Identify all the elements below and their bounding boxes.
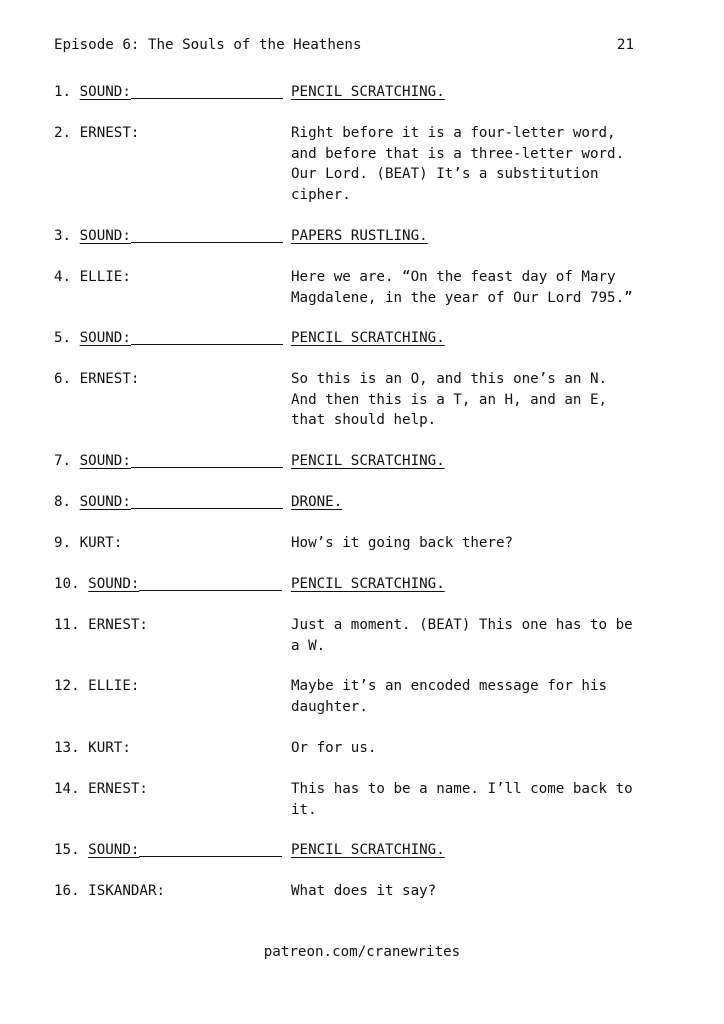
speaker-name: SOUND:	[88, 842, 140, 858]
line-speaker	[54, 226, 283, 247]
line-number: 2.	[54, 125, 72, 141]
line-number: 1.	[54, 84, 72, 100]
line-number: 7.	[54, 453, 72, 469]
line-number: 8.	[54, 494, 72, 510]
line-speaker	[54, 779, 148, 800]
line-number: 12.	[54, 678, 80, 694]
line-number: 9.	[54, 535, 72, 551]
speaker-name: ISKANDAR:	[88, 883, 166, 899]
line-speaker	[54, 451, 283, 472]
line-number: 6.	[54, 371, 72, 387]
line-number: 5.	[54, 330, 72, 346]
underline-rule	[131, 82, 283, 99]
speaker-name: SOUND:	[88, 576, 140, 592]
underline-rule	[131, 451, 283, 468]
sound-cue: DRONE.	[291, 494, 343, 510]
line-speaker	[54, 615, 148, 636]
line-speaker	[54, 267, 131, 288]
sound-cue: PAPERS RUSTLING.	[291, 228, 428, 244]
line-speaker	[54, 676, 139, 697]
dialogue-text: Here we are. “On the feast day of Mary Magdalene, in the year of Our Lord 795.”	[291, 269, 633, 306]
underline-rule	[139, 574, 282, 591]
sound-cue: PENCIL SCRATCHING.	[291, 84, 445, 100]
speaker-name: SOUND:	[79, 330, 131, 346]
underline-rule	[139, 840, 282, 857]
page-header	[54, 35, 634, 57]
line-speaker	[54, 881, 165, 902]
speaker-name: KURT:	[88, 740, 131, 756]
page-number: 21	[616, 37, 634, 53]
dialogue-text: This has to be a name. I’ll come back to it.	[291, 781, 633, 818]
line-number: 11.	[54, 617, 80, 633]
line-number: 4.	[54, 269, 72, 285]
line-number: 15.	[54, 842, 80, 858]
line-speaker	[54, 840, 282, 861]
underline-rule	[131, 492, 283, 509]
speaker-name: ERNEST:	[79, 371, 140, 387]
speaker-name: ERNEST:	[79, 125, 140, 141]
line-speaker	[54, 492, 283, 513]
speaker-name: SOUND:	[79, 228, 131, 244]
underline-rule	[131, 328, 283, 345]
dialogue-text: Or for us.	[291, 740, 377, 756]
sound-cue: PENCIL SCRATCHING.	[291, 453, 445, 469]
line-number: 10.	[54, 576, 80, 592]
speaker-name: ELLIE:	[88, 678, 140, 694]
episode-title: Episode 6: The Souls of the Heathens	[54, 37, 362, 53]
dialogue-text: Just a moment. (BEAT) This one has to be a W.	[291, 617, 633, 654]
line-speaker	[54, 328, 283, 349]
speaker-name: SOUND:	[79, 453, 131, 469]
footer-url: patreon.com/cranewrites	[263, 944, 461, 960]
dialogue-text: Maybe it’s an encoded message for his daughter.	[291, 678, 608, 715]
sound-cue: PENCIL SCRATCHING.	[291, 842, 445, 858]
speaker-name: ERNEST:	[88, 781, 148, 797]
speaker-name: ELLIE:	[79, 269, 131, 285]
speaker-name: SOUND:	[79, 494, 131, 510]
underline-rule	[131, 226, 283, 243]
sound-cue: PENCIL SCRATCHING.	[291, 330, 445, 346]
dialogue-text: What does it say?	[291, 883, 437, 899]
line-number: 13.	[54, 740, 80, 756]
dialogue-text: So this is an O, and this one’s an N. And then this is a T, an H, and an E, that should help.	[291, 371, 608, 428]
dialogue-text: How’s it going back there?	[291, 535, 514, 551]
line-speaker	[54, 574, 282, 595]
speaker-name: KURT:	[79, 535, 123, 551]
line-number: 16.	[54, 883, 80, 899]
line-speaker	[54, 369, 139, 390]
line-number: 3.	[54, 228, 72, 244]
line-number: 14.	[54, 781, 80, 797]
speaker-name: ERNEST:	[88, 617, 148, 633]
line-speaker	[54, 82, 283, 103]
line-speaker	[54, 533, 122, 554]
dialogue-text: Right before it is a four-letter word, and before that is a three-letter word. Our Lord. (BEAT) It’s a substitution cipher.	[291, 125, 625, 203]
line-speaker	[54, 123, 139, 144]
speaker-name: SOUND:	[79, 84, 131, 100]
line-speaker	[54, 738, 131, 759]
sound-cue: PENCIL SCRATCHING.	[291, 576, 445, 592]
